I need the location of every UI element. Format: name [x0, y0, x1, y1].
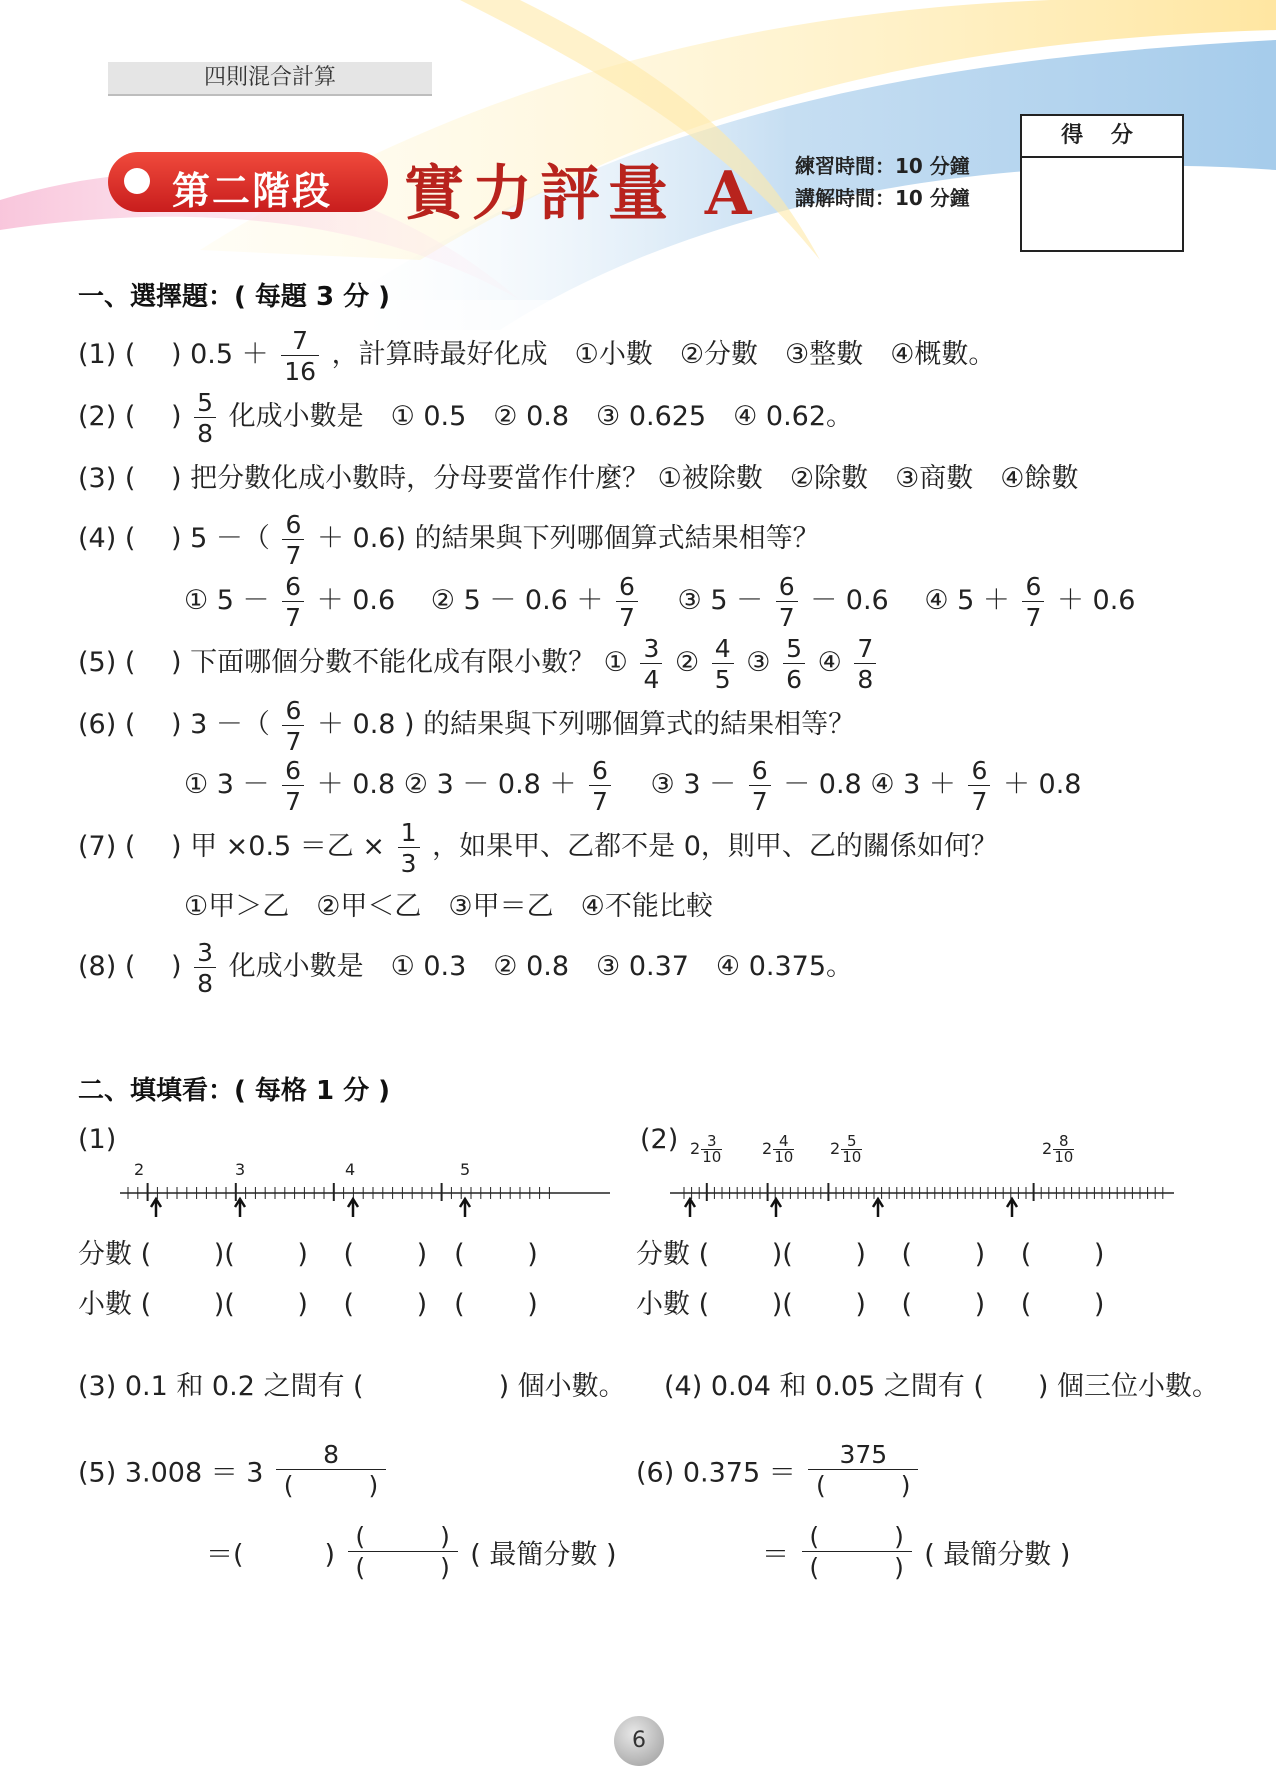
fraction: $\frac{5}{6}$ [783, 636, 805, 692]
problem-5-simplest: ＝( ) ( ) ( ) ( 最簡分數 ) [206, 1522, 617, 1582]
time-info [795, 150, 970, 214]
fraction: $\frac{3}{8}$ [194, 940, 216, 996]
question-2 [78, 386, 853, 448]
fraction: $\frac{5}{8}$ [194, 390, 216, 446]
topic-tab: 四則混合計算 [108, 62, 432, 96]
q-text: 0.5 ＋ [190, 339, 269, 370]
q-number[interactable]: (5) ( ) [78, 647, 182, 678]
section1-title: 一、選擇題：( 每題 3 分 ) [78, 282, 391, 312]
fraction: $\frac{6}{7}$ [1022, 574, 1044, 630]
answer-blank[interactable]: ( ) [782, 1239, 866, 1270]
tick-label-2: 2 $\frac{5}{10}$ [830, 1132, 862, 1166]
q-number[interactable]: (7) ( ) [78, 831, 182, 862]
answer-blank[interactable]: ( ) [427, 1239, 538, 1270]
arrow-icon [873, 1199, 883, 1217]
explain-time: 講解時間：10 分鐘 [795, 186, 970, 210]
answer-blank[interactable]: ( ) [698, 1239, 783, 1270]
section2-title: 二、填填看：( 每格 1 分 ) [78, 1076, 391, 1106]
q-number[interactable]: (4) ( ) [78, 523, 182, 554]
stage-label: 第二階段 [172, 169, 333, 213]
option[interactable]: ② 5 － 0.6 ＋ [430, 585, 604, 616]
option[interactable]: ④ [817, 647, 842, 678]
question-3 [78, 448, 1078, 510]
fraction: $\frac{6}{7}$ [282, 574, 304, 630]
option[interactable]: ③ 3 － [650, 769, 737, 800]
problem-6: (6) 0.375 ＝ 375 ( ) [636, 1442, 922, 1498]
fraction: $\frac{6}{7}$ [282, 758, 304, 814]
question-4 [78, 508, 820, 570]
q-number[interactable]: (6) ( ) [78, 709, 182, 740]
question-7-options[interactable]: ①甲＞乙 ②甲＜乙 ③甲＝乙 ④不能比較 [184, 891, 713, 922]
fraction: $\frac{3}{4}$ [640, 636, 662, 692]
fraction-blank[interactable]: ( ) ( ) [802, 1524, 912, 1580]
answer-blank[interactable]: ( ) [316, 1239, 428, 1270]
q-number[interactable]: (2) ( ) [78, 401, 182, 432]
arrow-icon [771, 1199, 781, 1217]
answer-blank[interactable]: ( ) [224, 1239, 308, 1270]
decimal-answer-row-1 [78, 1282, 538, 1321]
option[interactable]: ② [674, 647, 700, 678]
question-6 [78, 694, 855, 756]
problem-5: (5) 3.008 ＝ 3 8 ( ) [78, 1442, 390, 1498]
q-text: 3 －（ [190, 709, 270, 740]
number-line-2 [660, 1155, 1180, 1225]
answer-blank[interactable]: ( ) [985, 1289, 1105, 1320]
fraction-answer-row-1 [78, 1232, 538, 1271]
question-5 [78, 632, 880, 694]
fraction: $\frac{6}{7}$ [589, 758, 611, 814]
q-number[interactable]: (1) ( ) [78, 339, 182, 370]
answer-blank[interactable]: ( ) [874, 1239, 986, 1270]
score-label: 得 分 [1022, 116, 1182, 158]
question-1 [78, 324, 995, 386]
row-label: 分數 [78, 1239, 132, 1270]
answer-blank[interactable]: ( ) [427, 1289, 538, 1320]
option[interactable]: ① [603, 647, 628, 678]
question-7 [78, 816, 998, 878]
arrow-icon [151, 1199, 161, 1217]
score-box[interactable] [1020, 114, 1184, 252]
option[interactable]: ③ [746, 647, 771, 678]
practice-time: 練習時間：10 分鐘 [795, 154, 970, 178]
q-number[interactable]: (8) ( ) [78, 951, 182, 982]
fraction: $\frac{6}{7}$ [282, 698, 304, 754]
fraction: $\frac{7}{8}$ [854, 636, 876, 692]
answer-blank[interactable]: ( ) [985, 1239, 1105, 1270]
answer-blank[interactable]: ( ) [224, 1289, 308, 1320]
answer-blank[interactable]: ( ) [316, 1289, 428, 1320]
option[interactable]: ① 3 － [184, 769, 270, 800]
question-8 [78, 936, 853, 998]
tick-label: 5 [460, 1160, 471, 1179]
bullet-icon [124, 168, 150, 194]
tick-label: 3 [235, 1160, 246, 1179]
q-text: 下面哪個分數不能化成有限小數？ [190, 647, 596, 678]
arrow-icon [348, 1199, 358, 1217]
page-number: 6 [614, 1716, 664, 1766]
q-text: 化成小數是 ① 0.5 ② 0.8 ③ 0.625 ④ 0.62。 [228, 401, 854, 432]
fraction: $\frac{4}{5}$ [712, 636, 734, 692]
page-title: 實力評量 A [404, 159, 760, 229]
stage-badge [108, 152, 388, 212]
problem-3[interactable]: (3) 0.1 和 0.2 之間有 ( ) 個小數。 [78, 1371, 626, 1402]
row-label: 分數 [636, 1239, 690, 1270]
arrow-icon [685, 1199, 695, 1217]
arrow-icon [460, 1199, 470, 1217]
fraction: $\frac{6}{7}$ [282, 512, 304, 568]
fraction: $\frac{7}{16}$ [281, 328, 319, 384]
q-text: ，如果甲、乙都不是 0，則甲、乙的關係如何？ [432, 831, 998, 862]
q-number[interactable]: (3) ( ) [78, 463, 182, 494]
tick-label-2: 2 $\frac{8}{10}$ [1042, 1132, 1074, 1166]
row-label: 小數 [636, 1289, 690, 1320]
fraction: $\frac{6}{7}$ [968, 758, 990, 814]
question-4-options: ① 5 － $\frac{6}{7}$ ＋ 0.6 ② 5 － 0.6 ＋ $\frac{6}{7}$ ③ 5 － $\frac{6}{7}$ － 0.6 ④ 5 ＋ $\frac{6}{7}$ ＋ 0.6 [184, 571, 1136, 632]
problem-2-label: (2) [640, 1124, 679, 1155]
q-text: 甲 ×0.5 ＝乙 × [190, 831, 386, 862]
option[interactable]: ④ 5 ＋ [924, 585, 1010, 616]
arrow-icon [1007, 1199, 1017, 1217]
q-text: ，計算時最好化成 ①小數 ②分數 ③整數 ④概數。 [331, 339, 996, 370]
fraction: $\frac{6}{7}$ [749, 758, 771, 814]
tick-label: 4 [345, 1160, 356, 1179]
decimal-answer-row-2 [636, 1282, 1104, 1321]
q-text: ＋ 0.8 ) 的結果與下列哪個算式的結果相等？ [316, 709, 856, 740]
fraction: $\frac{6}{7}$ [776, 574, 798, 630]
q-text: 把分數化成小數時，分母要當作什麼？ ①被除數 ②除數 ③商數 ④餘數 [190, 463, 1079, 494]
problem-6-simplest: ＝ ( ) ( ) ( 最簡分數 ) [762, 1522, 1071, 1582]
q-text: 5 －（ [190, 523, 270, 554]
answer-blank[interactable]: ( ) [140, 1289, 225, 1320]
option[interactable]: ② 3 － 0.8 ＋ [403, 769, 577, 800]
answer-blank[interactable]: ( ) [140, 1239, 225, 1270]
tick-label: 2 [134, 1160, 145, 1179]
row-label: 小數 [78, 1289, 132, 1320]
fraction-answer-row-2 [636, 1232, 1104, 1271]
fraction: $\frac{1}{3}$ [398, 820, 420, 876]
fraction-blank[interactable]: ( ) ( ) [348, 1524, 458, 1580]
option[interactable]: ④ 3 ＋ [870, 769, 956, 800]
tick-label-2: 2 $\frac{4}{10}$ [762, 1132, 794, 1166]
problem-4[interactable]: (4) 0.04 和 0.05 之間有 ( ) 個三位小數。 [664, 1371, 1220, 1402]
arrow-icon [235, 1199, 245, 1217]
fraction-blank[interactable]: 8 ( ) [276, 1442, 386, 1498]
q-text: ＋ 0.6) 的結果與下列哪個算式結果相等？ [316, 523, 820, 554]
fraction-blank[interactable]: 375 ( ) [808, 1442, 918, 1498]
q-text: 化成小數是 ① 0.3 ② 0.8 ③ 0.37 ④ 0.375。 [228, 951, 854, 982]
question-6-options: ① 3 － $\frac{6}{7}$ ＋ 0.8 ② 3 － 0.8 ＋ $\frac{6}{7}$ ③ 3 － $\frac{6}{7}$ － 0.8 ④ 3 ＋ $\frac{6}{7}$ ＋ 0.8 [184, 755, 1082, 816]
tick-label-2: 2 $\frac{3}{10}$ [690, 1132, 722, 1166]
answer-blank[interactable]: ( ) [874, 1289, 986, 1320]
problem-1-label: (1) [78, 1124, 117, 1155]
answer-blank[interactable]: ( ) [698, 1289, 783, 1320]
answer-blank[interactable]: ( ) [782, 1289, 866, 1320]
number-line-1 [110, 1155, 620, 1225]
option[interactable]: ① 5 － [184, 585, 270, 616]
fraction: $\frac{6}{7}$ [616, 574, 638, 630]
option[interactable]: ③ 5 － [677, 585, 764, 616]
